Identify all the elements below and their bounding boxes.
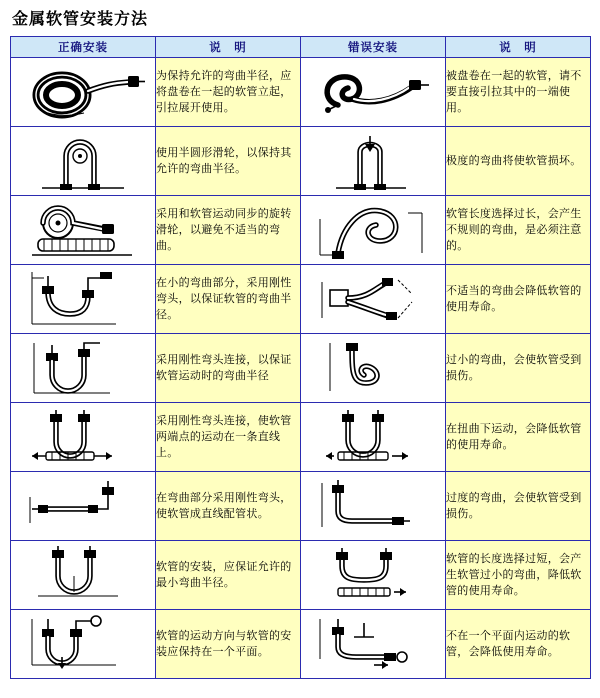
- header-wrong-description: 说 明: [446, 37, 591, 58]
- figure-coiled-hose-standing-correct: [11, 58, 156, 127]
- description-cell: 软管的安装，应保证允许的最小弯曲半径。: [156, 541, 301, 610]
- description-cell: 软管长度选择过长，会产生不规则的弯曲，是必须注意的。: [446, 196, 591, 265]
- table-row: [11, 58, 591, 127]
- header-correct-install: 正确安装: [11, 37, 156, 58]
- figure-too-small-bend-damage-wrong: [301, 334, 446, 403]
- description-cell: 极度的弯曲将使软管损坏。: [446, 127, 591, 196]
- figure-excessive-bend-damage-wrong: [301, 472, 446, 541]
- figure-coiled-hose-pulled-wrong: [301, 58, 446, 127]
- table-row: [11, 196, 591, 265]
- figure-min-bend-radius-install-correct: [11, 541, 156, 610]
- hose-installation-table: [10, 36, 591, 679]
- figure-sharp-bend-pulley-wrong: [301, 127, 446, 196]
- figure-improper-bend-reduces-life-wrong: [301, 265, 446, 334]
- table-row: [11, 334, 591, 403]
- description-cell: 软管的长度选择过短，会产生软管过小的弯曲，降低软管的使用寿命。: [446, 541, 591, 610]
- description-cell: 使用半圆形滑轮，以保持其允许的弯曲半径。: [156, 127, 301, 196]
- description-cell: 在扭曲下运动，会降低软管的使用寿命。: [446, 403, 591, 472]
- figure-twist-motion-reduces-life-wrong: [301, 403, 446, 472]
- description-cell: 软管的运动方向与软管的安装应保持在一个平面。: [156, 610, 301, 679]
- description-cell: 采用刚性弯头连接，使软管两端点的运动在一条直线上。: [156, 403, 301, 472]
- figure-semicircle-pulley-correct: [11, 127, 156, 196]
- figure-rigid-elbow-small-bend-correct: [11, 265, 156, 334]
- header-correct-description: 说 明: [156, 37, 301, 58]
- figure-too-long-hose-irregular-bend-wrong: [301, 196, 446, 265]
- table-row: [11, 610, 591, 679]
- figure-rigid-elbow-connection-correct: [11, 334, 156, 403]
- description-cell: 不适当的弯曲会降低软管的使用寿命。: [446, 265, 591, 334]
- description-cell: 不在一个平面内运动的软管，会降低使用寿命。: [446, 610, 591, 679]
- figure-rigid-elbow-straight-piping-correct: [11, 472, 156, 541]
- table-header-row: [11, 37, 591, 58]
- description-cell: 在小的弯曲部分，采用刚性弯头，以保证软管的弯曲半径。: [156, 265, 301, 334]
- table-row: [11, 265, 591, 334]
- description-cell: 被盘卷在一起的软管，请不要直接引拉其中的一端使用。: [446, 58, 591, 127]
- figure-synchronized-rotating-pulley-correct: [11, 196, 156, 265]
- figure-too-long-hose-small-bend-wrong: [301, 541, 446, 610]
- table-row: [11, 403, 591, 472]
- description-cell: 采用刚性弯头连接，以保证软管运动时的弯曲半径: [156, 334, 301, 403]
- table-row: [11, 127, 591, 196]
- description-cell: 过小的弯曲，会使软管受到损伤。: [446, 334, 591, 403]
- page-title: 金属软管安装方法: [12, 9, 149, 28]
- table-row: [11, 472, 591, 541]
- description-cell: 采用和软管运动同步的旋转滑轮，以避免不适当的弯曲。: [156, 196, 301, 265]
- description-cell: 在弯曲部分采用刚性弯头，使软管成直线配管状。: [156, 472, 301, 541]
- figure-rigid-elbow-straight-line-correct: [11, 403, 156, 472]
- figure-motion-same-plane-correct: [11, 610, 156, 679]
- description-cell: 为保持允许的弯曲半径，应将盘卷在一起的软管立起，引拉展开使用。: [156, 58, 301, 127]
- header-wrong-install: 错误安装: [301, 37, 446, 58]
- description-cell: 过度的弯曲，会使软管受到损伤。: [446, 472, 591, 541]
- table-row: [11, 541, 591, 610]
- figure-motion-out-of-plane-wrong: [301, 610, 446, 679]
